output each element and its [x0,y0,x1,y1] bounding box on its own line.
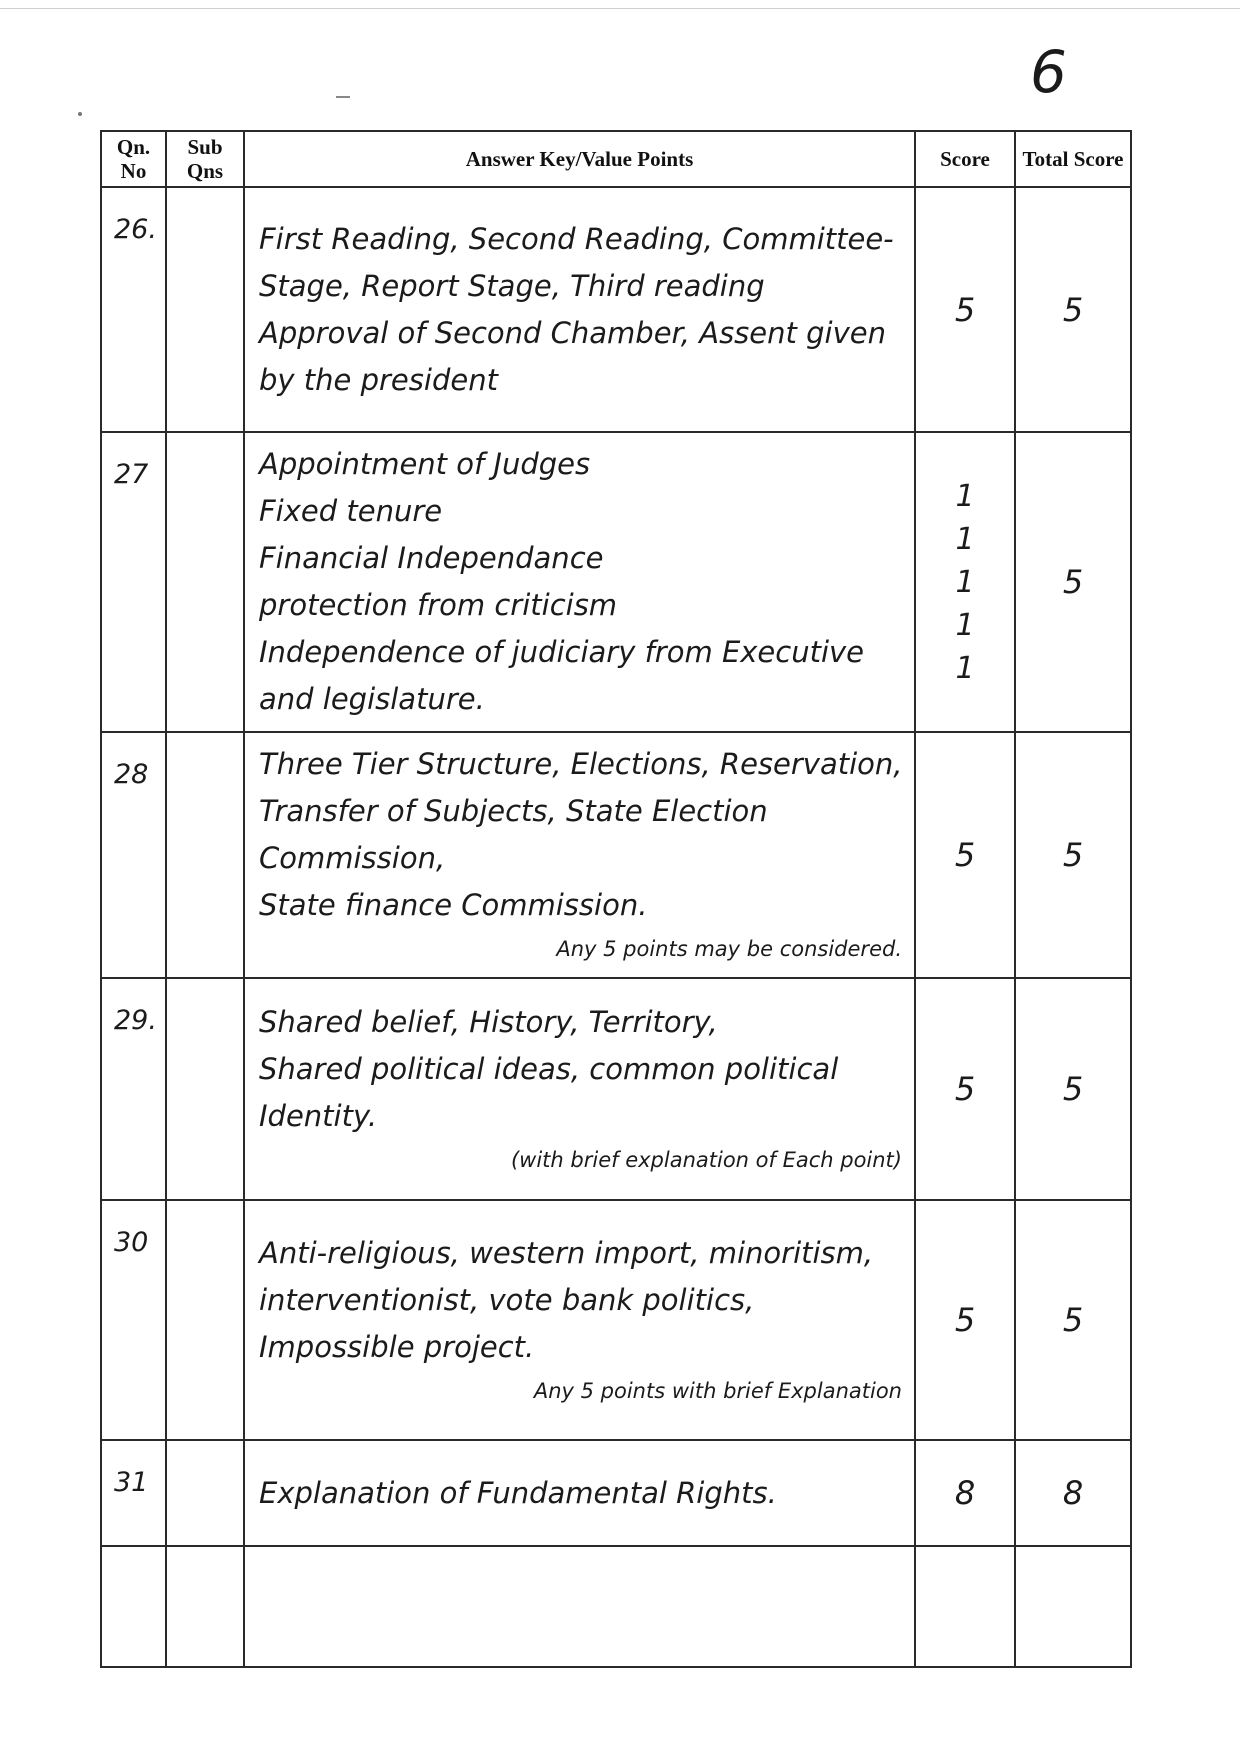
table-row-q28 [101,732,1131,978]
score-value: 8 [915,1440,1015,1546]
answer-points [244,978,915,1200]
answer-points [244,1440,915,1546]
answer-line: Shared political ideas, common political [259,1051,839,1086]
question-number: 29. [101,978,166,1200]
question-number: 27 [101,432,166,732]
answer-line: Fixed tenure [259,494,443,528]
total-score-value: 5 [1015,432,1131,732]
answer-line: protection from criticism [259,588,618,622]
table-row-q29 [101,978,1131,1200]
score-value: 5 [915,978,1015,1200]
score-value: 5 [915,187,1015,432]
question-number: 28 [101,732,166,978]
header-score: Score [915,131,1015,187]
empty-cell [915,1546,1015,1667]
score-value: 5 [915,1200,1015,1440]
sub-question-cell [166,432,244,732]
answer-line: Approval of Second Chamber, Assent given [259,315,886,350]
table-row-q26 [101,187,1131,432]
sub-question-cell [166,978,244,1200]
mark-value: 1 [955,478,975,514]
marking-note: Any 5 points may be considered. [556,937,902,961]
answer-line: Independence of judiciary from Executive [259,635,865,669]
table-row-empty [101,1546,1131,1667]
answer-points [244,187,915,432]
total-score-value: 5 [1015,187,1131,432]
answer-points [244,732,915,978]
score-value: 5 [915,732,1015,978]
answer-line: Stage, Report Stage, Third reading [259,268,765,303]
question-number: 26. [101,187,166,432]
marking-note: (with brief explanation of Each point) [510,1147,902,1172]
answer-key-table [100,130,1132,1668]
answer-line: interventionist, vote bank politics, [259,1282,755,1317]
total-score-value: 5 [1015,732,1131,978]
scan-top-edge [0,8,1240,9]
answer-line: and legislature. [259,682,485,716]
header-qn-no: Qn. No [101,131,166,187]
page-number: 6 [1030,38,1067,106]
scan-mark [336,96,350,98]
answer-line: Impossible project. [259,1329,535,1364]
empty-cell [101,1546,166,1667]
sub-question-cell [166,732,244,978]
score-marks [915,432,1015,732]
table-row-q30 [101,1200,1131,1440]
sub-question-cell [166,1200,244,1440]
empty-cell [166,1546,244,1667]
answer-line: Financial Independance [259,541,604,575]
header-total-score: Total Score [1015,131,1131,187]
header-sub-qns: Sub Qns [166,131,244,187]
answer-line: Explanation of Fundamental Rights. [259,1475,777,1510]
sub-question-cell [166,187,244,432]
sub-question-cell [166,1440,244,1546]
answer-line: Identity. [259,1098,378,1133]
mark-value: 1 [955,521,975,557]
total-score-value: 5 [1015,978,1131,1200]
table-row-q31 [101,1440,1131,1546]
question-number: 30 [101,1200,166,1440]
header-row [101,131,1131,187]
total-score-value: 8 [1015,1440,1131,1546]
empty-cell [1015,1546,1131,1667]
mark-value: 1 [955,607,975,643]
scan-speck [78,112,82,116]
question-number: 31 [101,1440,166,1546]
answer-line: Shared belief, History, Territory, [259,1004,718,1039]
mark-value: 1 [955,564,975,600]
empty-cell [244,1546,915,1667]
total-score-value: 5 [1015,1200,1131,1440]
answer-line: Transfer of Subjects, State Election Commission, [259,794,768,875]
marking-note: Any 5 points with brief Explanation [533,1378,902,1403]
answer-line: Three Tier Structure, Elections, Reservation, [259,747,903,781]
answer-line: First Reading, Second Reading, Committee- [259,221,894,256]
answer-points [244,432,915,732]
mark-value: 1 [955,650,975,686]
header-answer-key: Answer Key/Value Points [244,131,915,187]
answer-line: State finance Commission. [259,888,648,922]
answer-line: by the president [259,362,498,397]
answer-points [244,1200,915,1440]
table-row-q27 [101,432,1131,732]
answer-line: Appointment of Judges [259,447,591,481]
answer-line: Anti-religious, western import, minoritism, [259,1235,874,1270]
